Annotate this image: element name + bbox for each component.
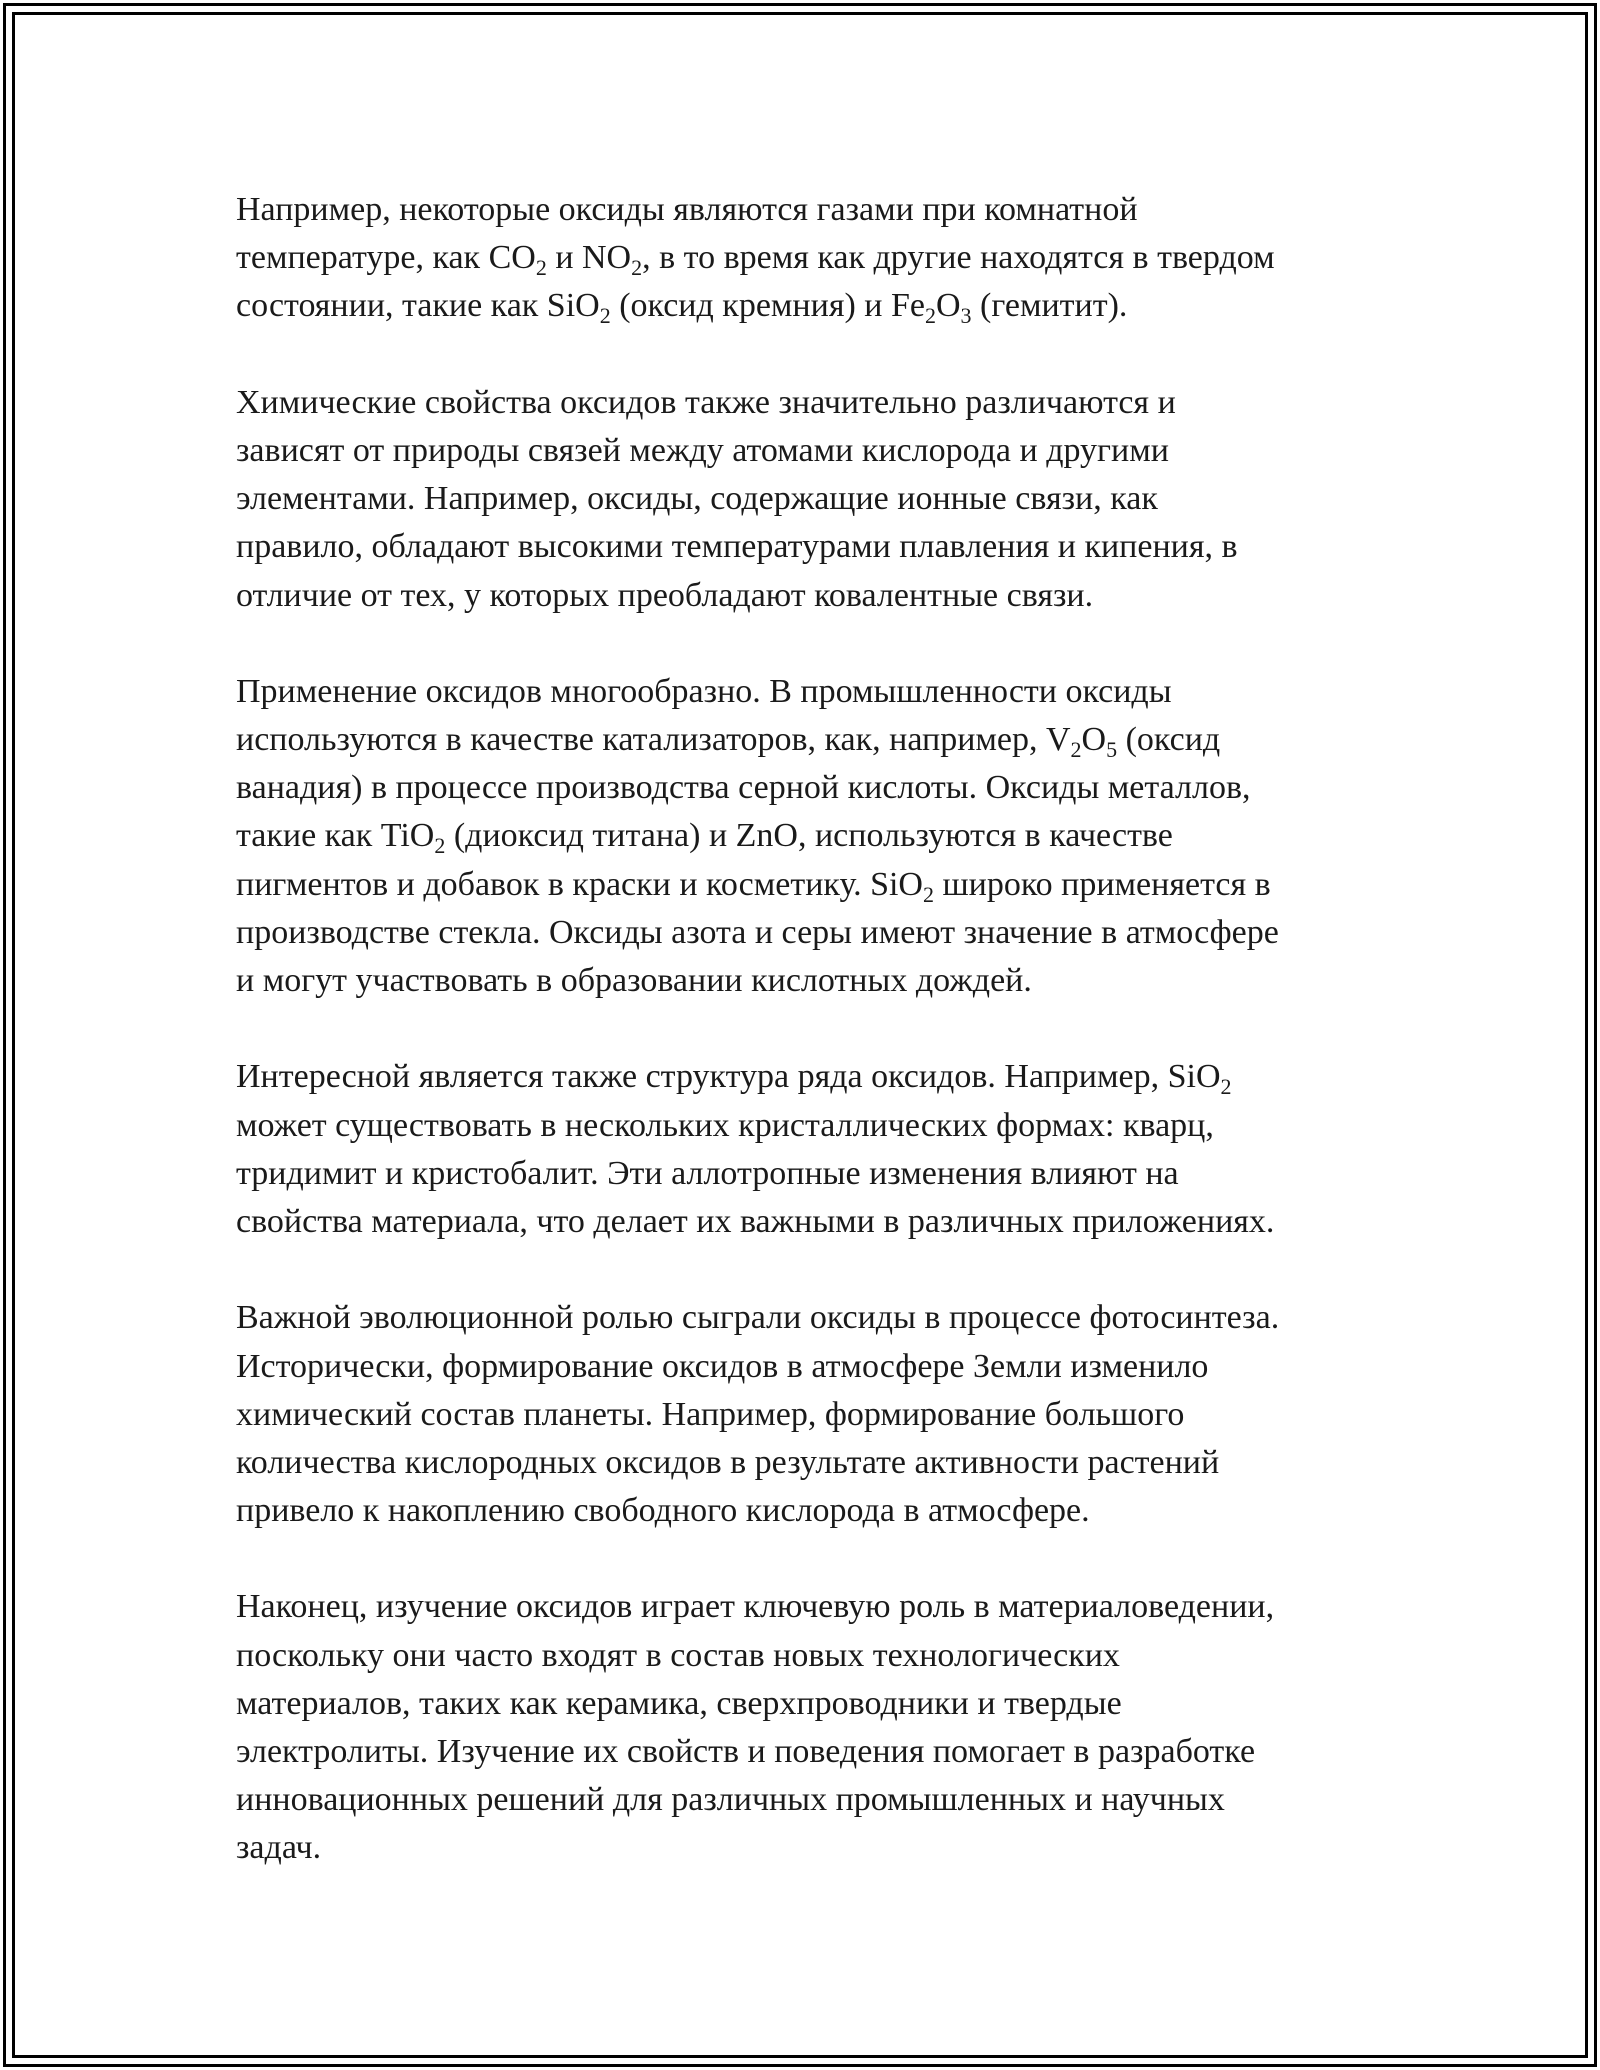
text-run: O: [935, 287, 961, 325]
text-run: такие как TiO: [236, 817, 435, 855]
formula-subscript: 2: [434, 833, 446, 859]
formula-subscript: 5: [1106, 737, 1118, 763]
text-line: [236, 427, 1396, 475]
text-line: [236, 1776, 1396, 1824]
formula-subscript: 2: [1220, 1074, 1232, 1100]
text-line: [236, 1294, 1396, 1342]
text-run: отличие от тех, у которых преобладают ковалентные связи.: [236, 576, 1094, 614]
text-line: [236, 186, 1396, 234]
text-line: [236, 716, 1396, 764]
text-line: [236, 1632, 1396, 1680]
text-run: состоянии, такие как SiO: [236, 287, 600, 325]
paragraph: [236, 1053, 1396, 1246]
text-run: привело к накоплению свободного кислорода в атмосфере.: [236, 1492, 1090, 1530]
text-line: [236, 764, 1396, 812]
paragraph: [236, 1294, 1396, 1535]
text-run: правило, обладают высокими температурами плавления и кипения, в: [236, 528, 1238, 566]
paragraph: [236, 1583, 1396, 1872]
text-run: и NO: [546, 239, 632, 277]
text-line: [236, 1391, 1396, 1439]
formula-subscript: 2: [631, 255, 643, 281]
formula-subscript: 2: [924, 303, 936, 329]
text-run: поскольку они часто входят в состав новых технологических: [236, 1636, 1120, 1674]
text-run: Наконец, изучение оксидов играет ключевую роль в материаловедении,: [236, 1588, 1275, 1626]
text-run: свойства материала, что делает их важными в различных приложениях.: [236, 1202, 1275, 1240]
text-run: количества кислородных оксидов в результате активности растений: [236, 1443, 1220, 1481]
text-run: материалов, таких как керамика, сверхпроводники и твердые: [236, 1684, 1122, 1722]
paragraph: [236, 668, 1396, 1005]
text-line: [236, 1824, 1396, 1872]
text-run: электролиты. Изучение их свойств и поведения помогает в разработке: [236, 1733, 1256, 1770]
text-run: Химические свойства оксидов также значительно различаются и: [236, 383, 1176, 421]
text-run: (оксид кремния) и Fe: [610, 287, 925, 325]
text-line: [236, 1102, 1396, 1150]
formula-subscript: 2: [922, 881, 934, 907]
text-line: [236, 523, 1396, 571]
text-line: [236, 1343, 1396, 1391]
text-line: [236, 957, 1396, 1005]
text-run: ванадия) в процессе производства серной кислоты. Оксиды металлов,: [236, 769, 1251, 807]
text-run: Важной эволюционной ролью сыграли оксиды в процессе фотосинтеза.: [236, 1299, 1280, 1337]
text-run: Например, некоторые оксиды являются газами при комнатной: [236, 191, 1138, 228]
text-run: тридимит и кристобалит. Эти аллотропные изменения влияют на: [236, 1154, 1179, 1192]
text-run: широко применяется в: [933, 865, 1271, 903]
text-run: зависят от природы связей между атомами кислорода и другими: [236, 431, 1169, 469]
text-line: [236, 812, 1396, 860]
text-run: задач.: [236, 1829, 322, 1867]
text-line: [236, 1680, 1396, 1728]
text-run: температуре, как CO: [236, 239, 536, 277]
text-line: [236, 379, 1396, 427]
text-line: [236, 475, 1396, 523]
text-run: химический состав планеты. Например, формирование большого: [236, 1395, 1185, 1433]
text-run: элементами. Например, оксиды, содержащие ионные связи, как: [236, 480, 1158, 518]
text-line: [236, 909, 1396, 957]
text-line: [236, 572, 1396, 620]
text-line: [236, 1487, 1396, 1535]
formula-subscript: 3: [960, 303, 972, 329]
formula-subscript: 2: [535, 255, 547, 281]
text-line: [236, 861, 1396, 909]
text-line: [236, 668, 1396, 716]
formula-subscript: 2: [599, 303, 611, 329]
text-run: Интересной является также структура ряда оксидов. Например, SiO: [236, 1058, 1221, 1096]
paragraph: [236, 379, 1396, 620]
text-run: может существовать в нескольких кристаллических формах: кварц,: [236, 1106, 1214, 1144]
text-line: [236, 282, 1396, 330]
text-run: (диоксид титана) и ZnO, используются в качестве: [445, 817, 1173, 855]
text-run: , в то время как другие находятся в твердом: [642, 239, 1275, 277]
text-line: [236, 1583, 1396, 1631]
text-run: пигментов и добавок в краски и косметику. SiO: [236, 865, 923, 903]
text-run: O: [1081, 721, 1107, 759]
text-run: производстве стекла. Оксиды азота и серы имеют значение в атмосфере: [236, 913, 1279, 951]
text-line: [236, 1439, 1396, 1487]
text-line: [236, 1198, 1396, 1246]
paragraph: [236, 186, 1396, 331]
formula-subscript: 2: [1070, 737, 1082, 763]
text-run: инновационных решений для различных промышленных и научных: [236, 1781, 1225, 1819]
text-run: (гемитит).: [971, 287, 1128, 325]
text-line: [236, 1150, 1396, 1198]
document-body: [236, 186, 1396, 1873]
text-line: [236, 1728, 1396, 1776]
text-line: [236, 1053, 1396, 1101]
text-line: [236, 234, 1396, 282]
text-run: (оксид: [1117, 721, 1221, 759]
text-run: Исторически, формирование оксидов в атмосфере Земли изменило: [236, 1347, 1209, 1385]
text-run: используются в качестве катализаторов, как, например, V: [236, 721, 1071, 759]
text-run: и могут участвовать в образовании кислотных дождей.: [236, 962, 1032, 999]
text-run: Применение оксидов многообразно. В промышленности оксиды: [236, 672, 1172, 710]
